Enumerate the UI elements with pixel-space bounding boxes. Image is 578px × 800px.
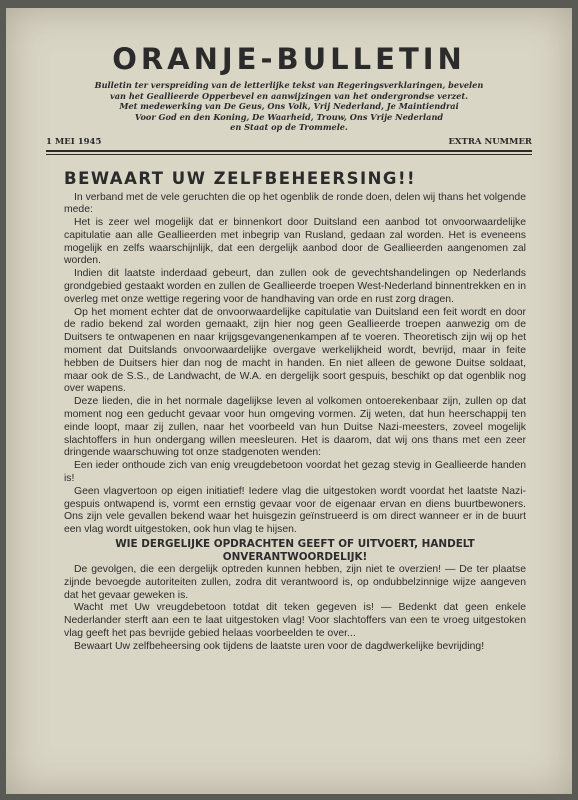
subtitle-line: Voor God en den Koning, De Waarheid, Trouw, Ons Vrije Nederland [134,111,444,122]
header-rule [46,150,532,152]
closing-paragraph: Bewaart Uw zelfbeheersing ook tijdens de laatste uren voor de dagdwerkelijke bevrijding! [74,640,485,652]
article-paragraph: Geen vlagvertoon op eigen initiatief! Iedere vlag die uitgestoken wordt voordat het laatste Nazi-gespuis ontwapend is, vormt een ernstig gevaar voor de eigenaar ervan en diens buurtbewoners. Ons zijn vele gevallen bekend waar het huisgezin geïnstrueerd is om direct wanneer er in de buurt een vlag wordt uitgestoken, ook hun vlag te hijsen. [64,485,526,536]
masthead-title: ORANJE-BULLETIN [112,42,466,76]
article-paragraph: Het is zeer wel mogelijk dat er binnenkort door Duitsland een aanbod tot onvoorwaardelijke capitulatie aan alle Geallieerden met inbegrip van Rusland, gedaan zal worden. Het is eveneens mogelijk en zelfs waarschijnlijk, dat een dergelijk aanbod door de Geallieerden aangenomen zal worden. [64,217,526,267]
subtitle-line: Met medewerking van De Geus, Ons Volk, Vrij Nederland, Je Maintiendrai [119,101,459,111]
warning-line: ONVERANTWOORDELIJK! [222,550,368,563]
article-paragraph: Indien dit laatste inderdaad gebeurt, dan zullen ook de gevechtshandelingen op Nederlands grondgebied gestaakt worden en zullen de Geallieerde troepen West-Nederland binnentrekken en in overleg met onze wettige regering voor de handhaving van orde en rust zorg dragen. [64,268,526,305]
article-paragraph: Een ieder onthoude zich van enig vreugdebetoon voordat het gezag stevig in Geallieerde handen is! [64,460,526,485]
masthead-subtitle [46,80,532,133]
dateline [46,137,532,147]
warning-line: WIE DERGELIJKE OPDRACHTEN GEEFT OF UITVOERT, HANDELT [115,538,475,551]
warning-block [64,538,526,563]
article-headline: BEWAART UW ZELFBEHEERSING!! [64,168,417,188]
header-rule-thin [46,154,532,155]
article-paragraph: Deze lieden, die in het normale dagelijkse leven al volkomen ontoerekenbaar zijn, zullen op dat moment nog een geducht gevaar voor hun omgeving vormen. Zij weten, dat hun heerschappij ten einde loopt, maar zij zullen, naar het voorbeeld van hun Duitse Nazi-meesters, zoveel mogelijk slachtoffers in hun ondergang willen meesleuren. Het is daarom, dat wij ons thans met een zeer dringende waarschuwing tot onze stadgenoten wenden: [64,396,526,459]
closing-paragraph: De gevolgen, die een dergelijk optreden kunnen hebben, zijn niet te overzien! — De ter plaatse zijnde bevoegde autoriteiten zullen, zodra dit verantwoord is, op ondubbelzinnige wijze aangeven dat het gevaar geweken is. [64,564,526,601]
issue-date: 1 MEI 1945 [46,136,102,147]
edition-label: EXTRA NUMMER [448,136,532,147]
article-body [64,192,526,654]
article-paragraph: Op het moment echter dat de onvoorwaardelijke capitulatie van Duitsland een feit wordt en door de radio bekend zal worden gemaakt, zijn hier nog geen Geallieerde troepen aanwezig om de Duitsers te ontwapenen en naar krijgsgevangenenkampen af te voeren. Theoretisch zijn wij op het moment dat Duitslands onvoorwaardelijke overgave werkelijkheid wordt, bevrijd, maar in feite hebben de Duitsers hier dan nog de macht in handen. En niet alleen de gewone Duitse soldaat, maar ook de S.S., de Landwacht, de W.A. en dergelijk soort gespuis, beschikt op dat ogenblik nog over wapens. [64,306,526,395]
subtitle-line: Bulletin ter verspreiding van de letterlijke tekst van Regeringsverklaringen, bevelen [94,80,484,90]
subtitle-line: en Staat op de Trommele. [230,122,348,132]
bulletin-sheet [6,8,572,794]
subtitle-line: van het Geallieerde Opperbevel en aanwijzingen van het ondergrondse verzet. [109,90,469,101]
article-paragraph: In verband met de vele geruchten die op het ogenblik de ronde doen, delen wij thans het volgende mede: [64,191,526,216]
closing-paragraph: Wacht met Uw vreugdebetoon totdat dit teken gegeven is! — Bedenkt dat geen enkele Nederlander sterft aan een te laat uitgestoken vlag! Voor slachtoffers van een te vroeg uitgestoken vlag geeft het pas bevrijde gebied helaas voorbeelden te over... [64,602,526,639]
